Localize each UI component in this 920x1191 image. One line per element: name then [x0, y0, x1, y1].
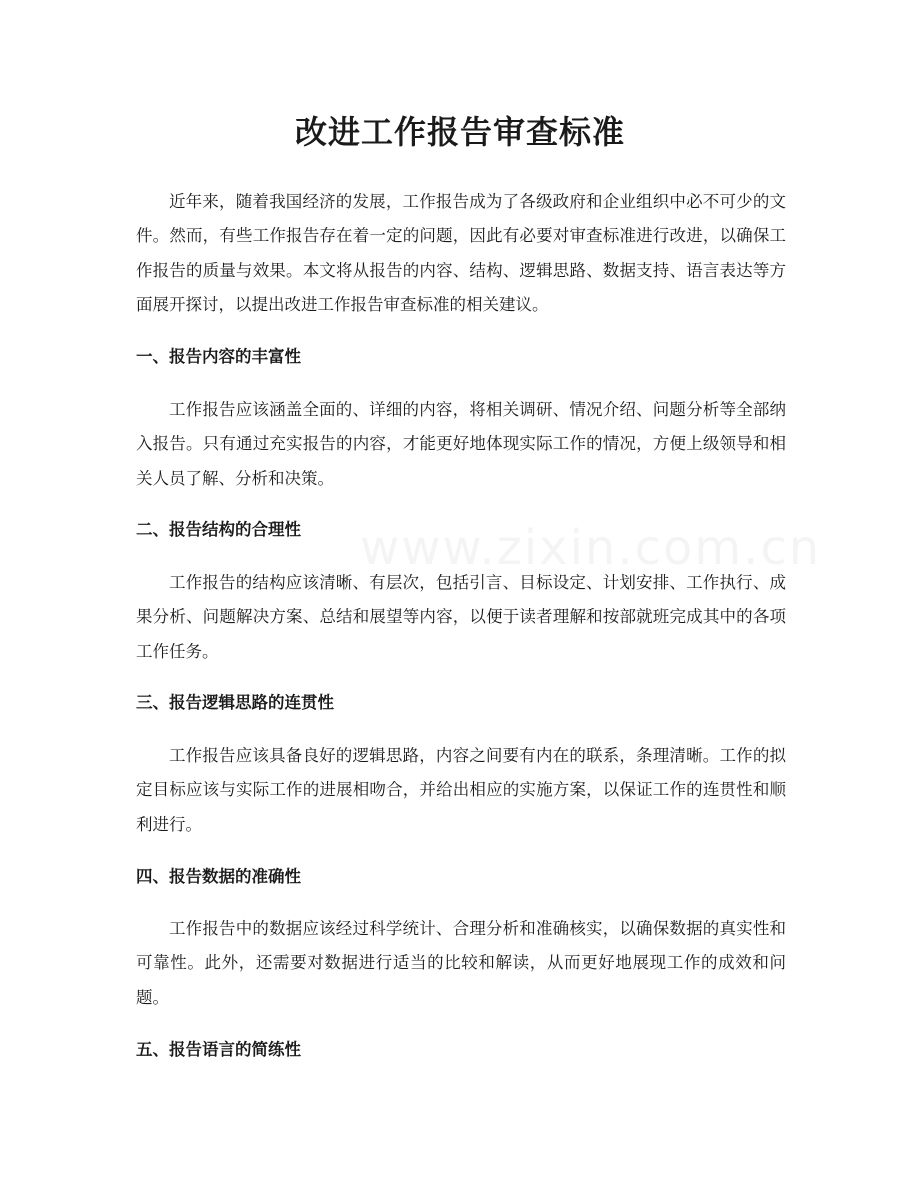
section-4-body: 工作报告中的数据应该经过科学统计、合理分析和准确核实，以确保数据的真实性和可靠性。此外，还需要对数据进行适当的比较和解读，从而更好地展现工作的成效和问题。: [136, 919, 786, 1007]
section-3-heading: 三、报告逻辑思路的连贯性: [136, 693, 334, 712]
section-3-body: 工作报告应该具备良好的逻辑思路，内容之间要有内在的联系，条理清晰。工作的拟定目标应该与实际工作的进展相吻合，并给出相应的实施方案，以保证工作的连贯性和顺利进行。: [136, 746, 786, 834]
document-title: 改进工作报告审查标准: [294, 113, 625, 151]
intro-paragraph: 近年来，随着我国经济的发展，工作报告成为了各级政府和企业组织中必不可少的文件。然而，有些工作报告存在着一定的问题，因此有必要对审查标准进行改进，以确保工作报告的质量与效果。本文将从报告的内容、结构、逻辑思路、数据支持、语言表达等方面展开探讨，以提出改进工作报告审查标准的相关建议。: [136, 192, 786, 314]
section-5-heading: 五、报告语言的简练性: [136, 1040, 301, 1059]
section-2-heading: 二、报告结构的合理性: [136, 520, 301, 539]
section-4-heading: 四、报告数据的准确性: [136, 867, 301, 886]
section-1-heading: 一、报告内容的丰富性: [136, 347, 301, 366]
section-2-body: 工作报告的结构应该清晰、有层次，包括引言、目标设定、计划安排、工作执行、成果分析、问题解决方案、总结和展望等内容，以便于读者理解和按部就班完成其中的各项工作任务。: [136, 573, 786, 661]
section-1-body: 工作报告应该涵盖全面的、详细的内容，将相关调研、情况介绍、问题分析等全部纳入报告。只有通过充实报告的内容，才能更好地体现实际工作的情况，方便上级领导和相关人员了解、分析和决策。: [136, 400, 786, 488]
